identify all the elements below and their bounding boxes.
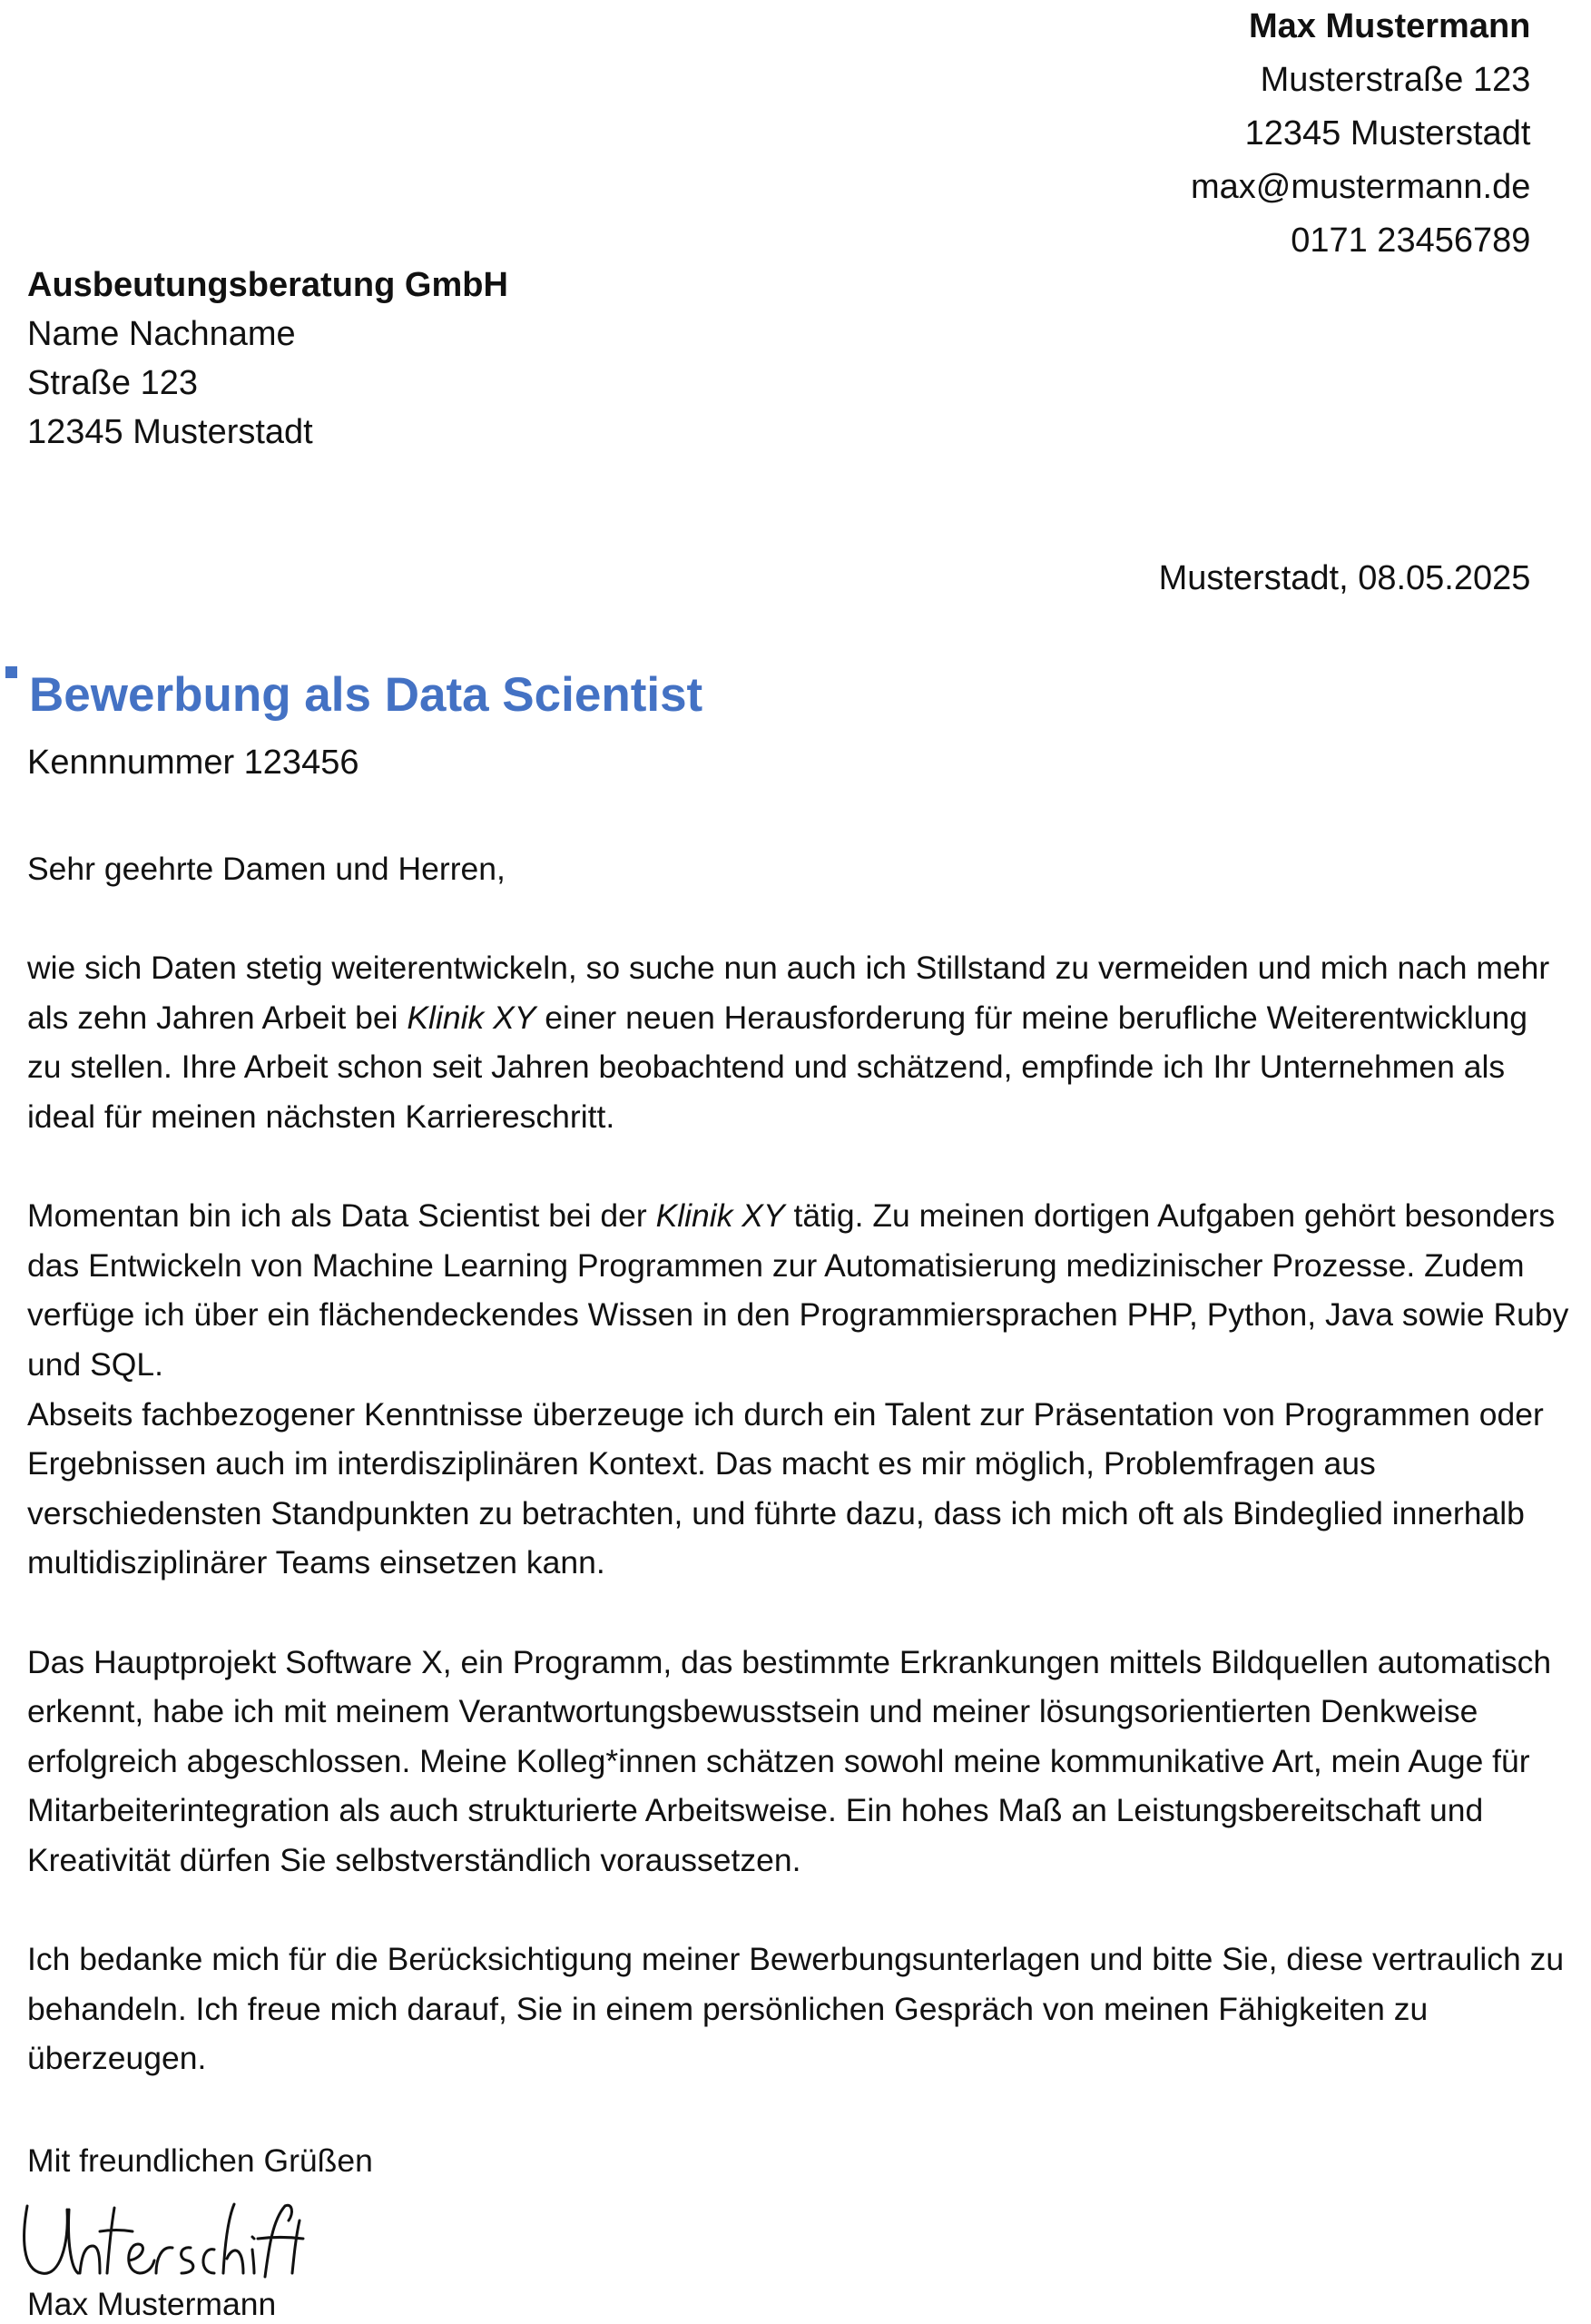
recipient-address [27,261,508,457]
sender-address [1191,0,1530,268]
employer-name: Klinik XY [655,1197,785,1235]
paragraph-project: Das Hauptprojekt Software X, ein Programm, das bestimmte Erkrankungen mittels Bildquellen automatisch erkennt, habe ich mit meinem Verantwortungsbewusstsein und meiner lösungsorientierten Denkweise erfolgreich abgeschlossen. Meine Kolleg*innen schätzen sowohl meine kommunikative Art, mein Auge für Mitarbeiterintegration als auch strukturierte Arbeitsweise. Ein hohes Maß an Leistungsbereitschaft und Kreativität dürfen Sie selbstverständlich voraussetzen. [27,1643,1552,1878]
paragraph-intro [27,943,1570,1141]
paragraph-thanks: Ich bedanke mich für die Berücksichtigung meiner Bewerbungsunterlagen und bitte Sie, diese vertraulich zu behandeln. Ich freue mich darauf, Sie in einem persönlichen Gespräch von meinen Fähigkeiten zu überzeugen. [27,1941,1565,2077]
closing-phrase: Mit freundlichen Grüßen [27,2142,373,2179]
recipient-street: Straße 123 [27,364,198,402]
heading-marker-icon [5,666,17,678]
employer-name: Klinik XY [407,999,536,1036]
paragraph-text: tätig. Zu meinen dortigen Aufgaben gehört besonders das Entwickeln von Machine Learning Programmen zur Automatisierung medizinischer Prozesse. Zudem verfüge ich über ein flächendeckendes Wissen in den Programmiersprachen PHP, Python, Java sowie Ruby und SQL. [27,1197,1569,1383]
sender-phone: 0171 23456789 [1291,222,1531,260]
letter-date: Musterstadt, 08.05.2025 [1158,559,1531,597]
recipient-contact: Name Nachname [27,315,296,353]
recipient-city: 12345 Musterstadt [27,413,313,451]
handwritten-signature [20,2195,310,2295]
paragraph-text: wie sich Daten stetig weiterentwickeln, so suche nun auch ich Stillstand zu vermeiden und mich nach mehr als zehn Jahren Arbeit bei [27,950,1550,1036]
recipient-company: Ausbeutungsberatung GmbH [27,266,508,304]
sender-name: Max Mustermann [1248,7,1531,45]
subject-heading: Bewerbung als Data Scientist [29,668,703,722]
sender-street: Musterstraße 123 [1260,61,1531,99]
letter-body [27,844,1570,2083]
sender-email: max@mustermann.de [1191,168,1531,206]
reference-number: Kennnummer 123456 [27,743,359,782]
salutation: Sehr geehrte Damen und Herren, [27,851,506,887]
signer-name: Max Mustermann [27,2286,277,2322]
paragraph-text: einer neuen Herausforderung für meine berufliche Weiterentwicklung zu stellen. Ihre Arbeit schon seit Jahren beobachtend und schätzend, empfinde ich Ihr Unternehmen als ideal für meinen nächsten Karriereschritt. [27,999,1527,1135]
sender-city: 12345 Musterstadt [1244,114,1531,153]
paragraph-current-role [27,1191,1570,1389]
paragraph-text: Momentan bin ich als Data Scientist bei der [27,1197,656,1235]
paragraph-soft-skills: Abseits fachbezogener Kenntnisse überzeuge ich durch ein Talent zur Präsentation von Programmen oder Ergebnissen auch im interdisziplinären Kontext. Das macht es mir möglich, Problemfragen aus verschiedensten Standpunkten zu betrachten, und führte dazu, dass ich mich oft als Bindeglied innerhalb multidisziplinärer Teams einsetzen kann. [27,1395,1544,1581]
